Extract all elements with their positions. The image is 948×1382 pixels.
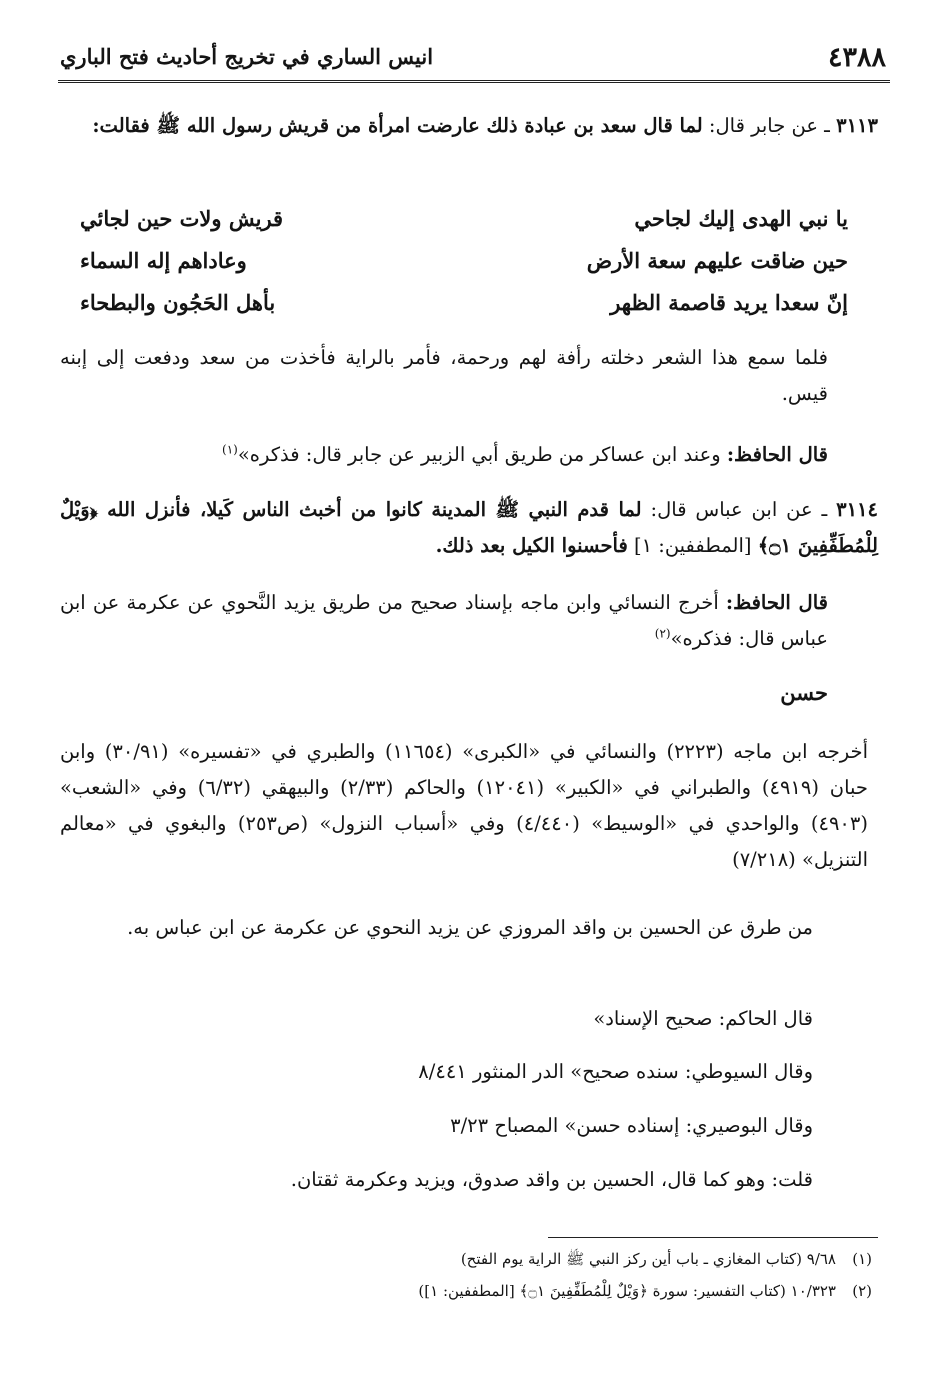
after-poem-paragraph: فلما سمع هذا الشعر دخلته رأفة لهم ورحمة، فأمر بالراية فأخذت من سعد ودفعت إلى إبنه قيس.	[60, 346, 828, 405]
hafiz-text: وعند ابن عساكر من طريق أبي الزبير عن جابر قال: فذكره»	[237, 443, 727, 466]
hafiz-comment-2	[60, 585, 828, 657]
poem-hemistich-1: حين ضاقت عليهم سعة الأرض	[586, 248, 848, 273]
quote-line: وقال السيوطي: سنده صحيح» الدر المنثور ٨/٤٤١	[418, 1060, 813, 1083]
hadith-number: ٣١١٤	[836, 498, 878, 521]
poem	[80, 198, 848, 324]
hadith-3114	[60, 492, 878, 564]
hadith-text: لما قال سعد بن عبادة ذلك عارضت امرأة من قريش رسول الله ﷺ فقالت:	[92, 114, 703, 137]
footnote-number: (٢)	[852, 1282, 872, 1300]
hafiz-text: أخرج النسائي وابن ماجه بإسناد صحيح من طريق يزيد النَّحوي عن عكرمة عن ابن عباس قال: فذكره»	[60, 591, 828, 650]
footnote-rule	[548, 1237, 878, 1238]
hadith-intro: ـ عن ابن عباس قال:	[641, 498, 828, 521]
footnote-number: (١)	[852, 1250, 872, 1268]
hadith-grade: حسن	[780, 680, 828, 705]
footnote-text: ١٠/٣٢٣ (كتاب التفسير: سورة ﴿وَيْلٌ لِلْمُطَفِّفِينَ ۝١﴾ [المطففين: ١])	[418, 1282, 836, 1300]
poem-line	[80, 282, 848, 324]
page-number: ٤٣٨٨	[827, 42, 886, 73]
footnote	[60, 1245, 872, 1273]
hafiz-comment-1	[60, 437, 828, 473]
hadith-text: لما قدم النبي ﷺ المدينة كانوا من أخبث الناس كَيلا، فأنزل الله ﴿وَيْلٌ لِلْمُطَفِّفِينَ ۝١﴾	[60, 498, 878, 557]
running-title: انيس الساري في تخريج أحاديث فتح الباري	[60, 44, 434, 69]
poem-line	[80, 198, 848, 240]
poem-line	[80, 240, 848, 282]
quote-line: قلت: وهو كما قال، الحسين بن واقد صدوق، ويزيد وعكرمة ثقتان.	[290, 1168, 813, 1191]
quote-line: قال الحاكم: صحيح الإسناد»	[593, 1007, 813, 1030]
chain-paragraph: من طرق عن الحسين بن واقد المروزي عن يزيد النحوي عن عكرمة عن ابن عباس به.	[127, 916, 813, 939]
footnote-text: ٩/٦٨ (كتاب المغازي ـ باب أين ركز النبي ﷺ الراية يوم الفتح)	[460, 1250, 836, 1268]
footnote	[60, 1277, 872, 1305]
running-header	[58, 40, 890, 76]
hafiz-label: قال الحافظ:	[725, 591, 828, 614]
footnote-ref: (١)	[222, 442, 238, 457]
poem-hemistich-2: قريش ولات حين لجائي	[80, 206, 284, 231]
hadith-number: ٣١١٣	[836, 114, 878, 137]
poem-hemistich-2: بأهل الحَجُون والبطحاء	[80, 290, 276, 315]
footnote-ref: (٢)	[654, 626, 671, 641]
poem-hemistich-2: وعاداهم إله السماء	[80, 248, 247, 273]
header-rule	[58, 80, 890, 86]
hadith-text-end: فأحسنوا الكيل بعد ذلك.	[435, 534, 628, 557]
quote-line: وقال البوصيري: إسناده حسن» المصباح ٣/٢٣	[450, 1114, 813, 1137]
poem-hemistich-1: يا نبي الهدى إليك لجاحي	[634, 206, 848, 231]
quran-reference: [المطففين: ١]	[627, 534, 758, 557]
hadith-3113	[60, 108, 878, 144]
hadith-intro: ـ عن جابر قال:	[702, 114, 830, 137]
takhrij-paragraph: أخرجه ابن ماجه (٢٢٢٣) والنسائي في «الكبرى» (١١٦٥٤) والطبري في «تفسيره» (٣٠/٩١) وابن حبان (٤٩١٩) والطبراني في «الكبير» (١٢٠٤١) والحاكم (٢/٣٣) والبيهقي (٦/٣٢) وفي «الشعب» (٤٩٠٣) والواحدي في «الوسيط» (٤/٤٤٠) وفي «أسباب النزول» (ص٢٥٣) والبغوي في «معالم التنزيل» (٧/٢١٨)	[60, 740, 868, 871]
hafiz-label: قال الحافظ:	[726, 443, 828, 466]
poem-hemistich-1: إنّ سعدا يريد قاصمة الظهر	[610, 290, 848, 315]
